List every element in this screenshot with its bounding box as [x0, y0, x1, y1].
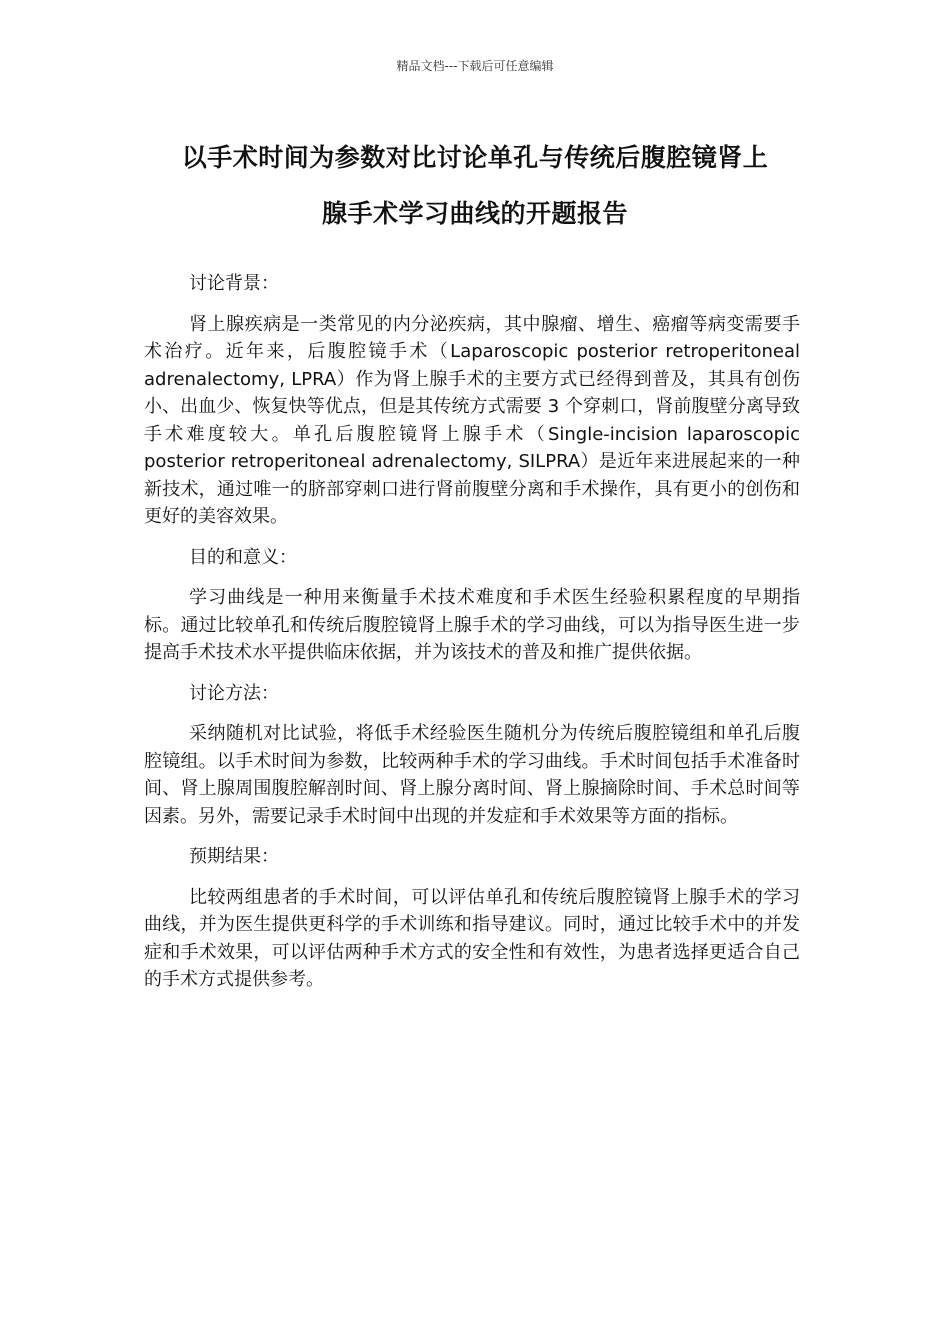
document-title — [140, 130, 810, 242]
section-body-background: 肾上腺疾病是一类常见的内分泌疾病，其中腺瘤、增生、癌瘤等病变需要手术治疗。近年来，后腹腔镜手术（Laparoscopic posterior retroperitoneal adrenalectomy, LPRA）作为肾上腺手术的主要方式已经得到普及，其具有创伤小、出血少、恢复快等优点，但是其传统方式需要 3 个穿刺口，肾前腹壁分离导致手术难度较大。单孔后腹腔镜肾上腺手术（Single-incision laparoscopic posterior retroperitoneal adrenalectomy, SILPRA）是近年来进展起来的一种新技术，通过唯一的脐部穿刺口进行肾前腹壁分离和手术操作，具有更小的创伤和更好的美容效果。 — [144, 313, 800, 527]
page-header: 精品文档---下载后可任意编辑 — [396, 59, 554, 73]
section-body-expected-results: 比较两组患者的手术时间，可以评估单孔和传统后腹腔镜肾上腺手术的学习曲线，并为医生提供更科学的手术训练和指导建议。同时，通过比较手术中的并发症和手术效果，可以评估两种手术方式的安全性和有效性，为患者选择更适合自己的手术方式提供参考。 — [144, 886, 800, 990]
title-line-2: 腺手术学习曲线的开题报告 — [321, 199, 628, 228]
section-body-methods: 采纳随机对比试验，将低手术经验医生随机分为传统后腹腔镜组和单孔后腹腔镜组。以手术时间为参数，比较两种手术的学习曲线。手术时间包括手术准备时间、肾上腺周围腹腔解剖时间、肾上腺分离时间、肾上腺摘除时间、手术总时间等因素。另外，需要记录手术时间中出现的并发症和手术效果等方面的指标。 — [144, 723, 800, 827]
section-heading-purpose: 目的和意义： — [189, 546, 297, 568]
document-body — [144, 270, 800, 1007]
section-heading-background: 讨论背景： — [189, 273, 279, 294]
title-line-1: 以手术时间为参数对比讨论单孔与传统后腹腔镜肾上 — [181, 143, 769, 172]
section-body-purpose: 学习曲线是一种用来衡量手术技术难度和手术医生经验积累程度的早期指标。通过比较单孔和传统后腹腔镜肾上腺手术的学习曲线，可以为指导医生进一步提高手术技术水平提供临床依据，并为该技术的普及和推广提供依据。 — [144, 587, 800, 663]
section-heading-methods: 讨论方法： — [189, 682, 279, 704]
section-heading-expected-results: 预期结果： — [189, 846, 279, 867]
